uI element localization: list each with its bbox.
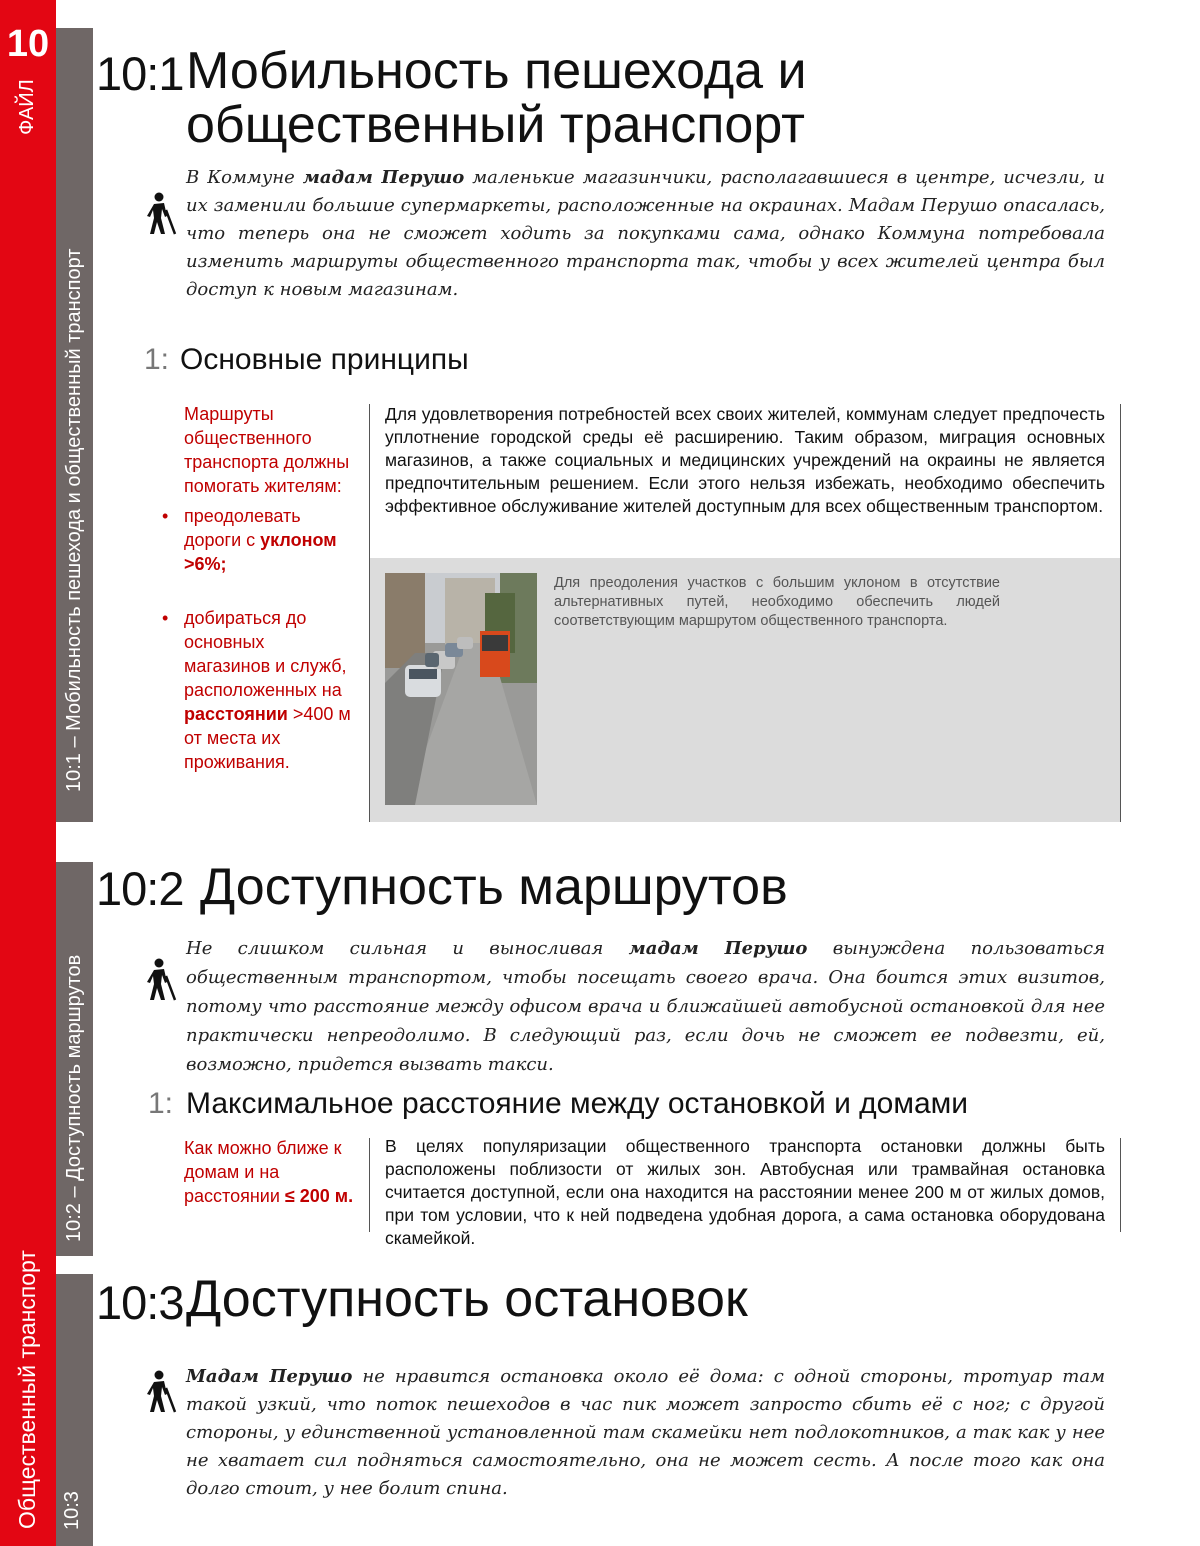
section1-story: В Коммуне мадам Перушо маленькие магазинчики, располагавшиеся в центре, исчезли, и их заменили большие супермаркеты, расположенные на окраинах. Мадам Перушо опасалась, что теперь она не сможет ходить за покупками сама, однако Коммуна потребовала изменить маршруты общественного транспорта так, чтобы у всех жителей центра был доступ к новым магазинам. — [186, 167, 1105, 300]
section1-title: Мобильность пешехода и общественный транспорт — [186, 42, 807, 154]
section1-body: Для удовлетворения потребностей всех своих жителей, коммунам следует предпочесть уплотнение городской среды её расширению. Таким образом, миграция основных магазинов, а также социальных и медицинских учреждений на окраины не является предпочтительным решением. Если этого нельзя избежать, необходимо обеспечить эффективное обслуживание жителей доступным для всех общественным транспортом. — [385, 404, 1105, 516]
section-band-3-label: 10:3 — [61, 1491, 83, 1530]
section2-story: Не слишком сильная и выносливая мадам Перушо вынуждена пользоваться общественным транспортом, чтобы посещать своего врача. Она боится этих визитов, потому что расстояние между офисом врача и ближайшей автобусной остановкой для нее практически непреодолимо. В следующий раз, если дочь не сможет ее подвезти, ей, возможно, придется вызвать такси. — [186, 938, 1105, 1075]
page-number: 10 — [6, 23, 50, 65]
note-bullet-slope: • преодолевать дороги с уклоном >6%; — [184, 504, 354, 576]
section2-title: Доступность маршрутов — [200, 858, 788, 916]
bus-street-photo — [385, 573, 537, 805]
divider-line — [369, 1138, 370, 1232]
photo-caption: Для преодоления участков с большим уклоном в отсутствие альтернативных путей, необходимо обеспечить людей соответствующим маршрутом общественного транспорта. — [554, 575, 1000, 629]
section2-number: 10:2 — [96, 862, 184, 915]
section3-number: 10:3 — [96, 1276, 184, 1329]
section1-sub-title: Основные принципы — [180, 343, 469, 376]
divider-line — [1120, 1138, 1121, 1232]
pedestrian-with-cane-icon — [145, 1370, 179, 1414]
section3-story: Мадам Перушо не нравится остановка около её дома: с одной стороны, тротуар там такой узкий, что поток пешеходов в час пик может запросто сбить её с ног; с другой стороны, у единственной установленной там скамейки нет подлокотников, а так как у нее не хватает сил подняться самостоятельно, она не может сесть. А после того как она долго стоит, у нее болит спина. — [186, 1366, 1105, 1499]
pedestrian-with-cane-icon — [145, 958, 179, 1002]
note-bullet-distance: • добираться до основных магазинов и служб, расположенных на расстоянии >400 м от места их проживания. — [184, 606, 354, 774]
section1-side-note: Маршруты общественного транспорта должны помогать жителям: • преодолевать дороги с уклоном >6%; • добираться до основных магазинов и служб, расположенных на расстоянии >400 м от места их проживания. — [184, 402, 354, 804]
section2-sub-number: 1: — [148, 1087, 174, 1120]
divider-line — [1120, 404, 1121, 822]
section3-title: Доступность остановок — [186, 1270, 748, 1328]
section-band-2-label: 10:2 – Доступность маршрутов — [63, 954, 85, 1242]
section1-sub-number: 1: — [144, 343, 170, 376]
section1-number: 10:1 — [96, 47, 184, 100]
section-band-1-label: 10:1 – Мобильность пешехода и общественный транспорт — [63, 248, 85, 792]
section2-side-note: Как можно ближе к домам и на расстоянии ≤ 200 м. — [184, 1138, 354, 1206]
section2-sub-title: Максимальное расстояние между остановкой и домами — [186, 1087, 969, 1120]
chapter-label: Общественный транспорт — [14, 1250, 40, 1529]
section2-body: В целях популяризации общественного транспорта остановки должны быть расположены поблизости от жилых зон. Автобусная или трамвайная остановка считается доступной, если она находится на расстоянии менее 200 м от жилых домов, при том условии, что к ней подведена удобная дорога, а сама остановка оборудована скамейкой. — [385, 1136, 1105, 1248]
pedestrian-with-cane-icon — [145, 192, 179, 236]
file-label: ФАЙЛ — [16, 79, 38, 135]
